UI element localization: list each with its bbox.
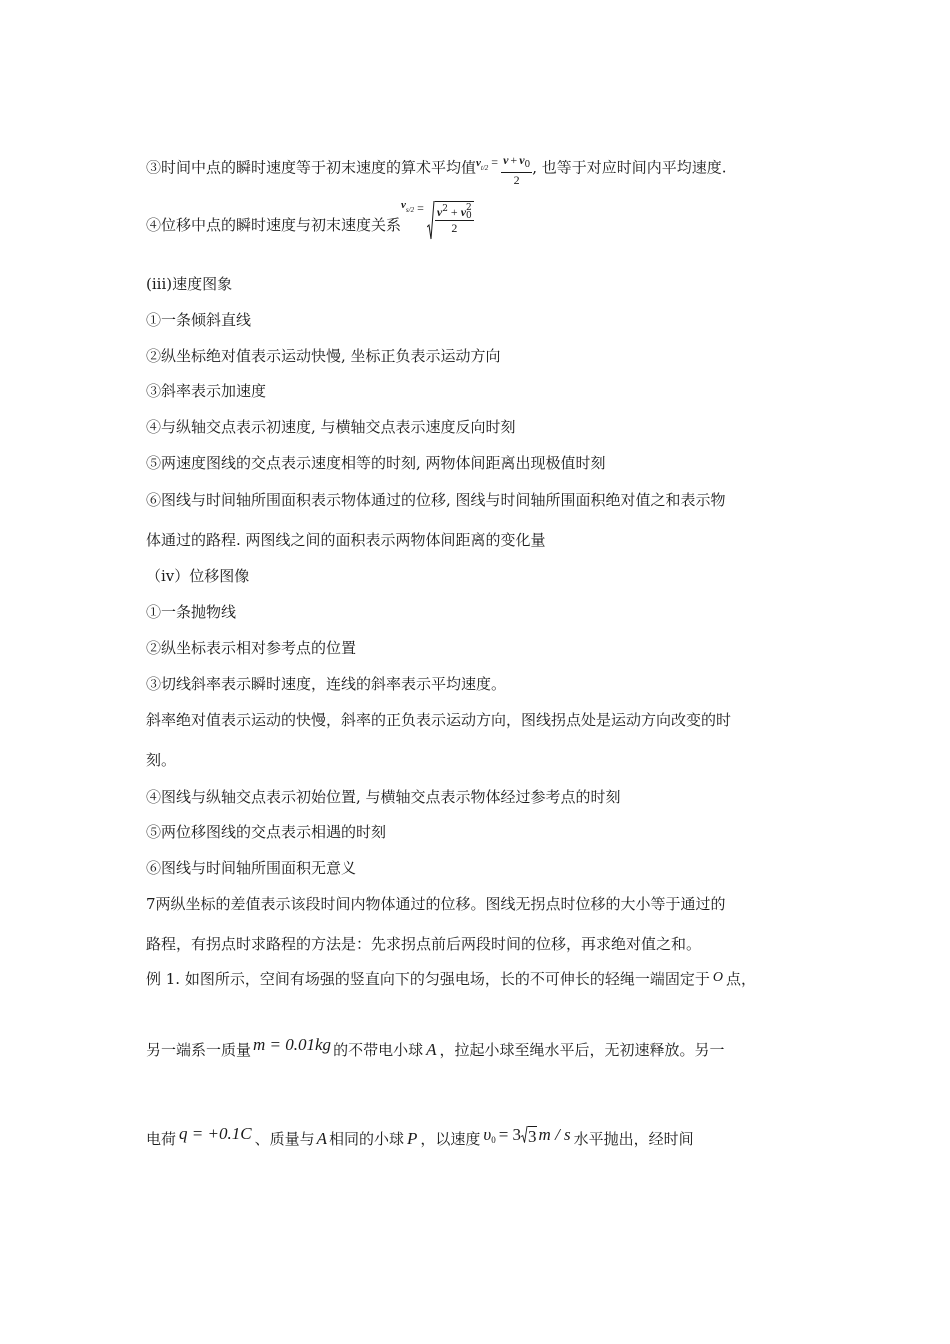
formula-mid-time-velocity: $^{vt/2}$ = $\frac{v + v_0}{2}$ bbox=[476, 153, 531, 187]
sqrt-symbol: $v^2 + v$ 2 0 2 bbox=[427, 201, 474, 235]
text-line-7: ④与纵轴交点表示初速度, 与横轴交点表示速度反向时刻 bbox=[146, 418, 516, 436]
formula-mid-displacement-velocity: $^{vs/2}$ = $v^2 + v$ 2 0 2 bbox=[401, 197, 474, 235]
radical-icon-2 bbox=[521, 1126, 528, 1144]
text-line-14: ③切线斜率表示瞬时速度，连线的斜率表示平均速度。 bbox=[146, 675, 507, 693]
text-line-12: ①一条抛物线 bbox=[146, 603, 237, 621]
text-line-4: ①一条倾斜直线 bbox=[146, 311, 252, 329]
text-line-21: 路程，有拐点时求路程的方法是：先求拐点前后两段时间的位移，再求绝对值之和。 bbox=[146, 935, 702, 953]
ball-a-symbol: A bbox=[426, 1040, 437, 1059]
text-line-13: ②纵坐标表示相对参考点的位置 bbox=[146, 639, 357, 657]
text-line-19: ⑥图线与时间轴所围面积无意义 bbox=[146, 859, 357, 877]
text-line-8: ⑤两速度图线的交点表示速度相等的时刻, 两物体间距离出现极值时刻 bbox=[146, 454, 606, 472]
charge-formula: q = +0.1C bbox=[179, 1124, 252, 1143]
line-2-text: ④位移中点的瞬时速度与初末速度关系 bbox=[146, 216, 402, 234]
radical-icon bbox=[427, 201, 435, 241]
text-line-18: ⑤两位移图线的交点表示相遇的时刻 bbox=[146, 823, 387, 841]
line-1-text: ③时间中点的瞬时速度等于初末速度的算术平均值 bbox=[146, 158, 477, 177]
line-1-tail: , 也等于对应时间内平均速度. bbox=[532, 158, 727, 177]
text-line-10: 体通过的路程. 两图线之间的面积表示两物体间距离的变化量 bbox=[146, 531, 546, 549]
text-line-5: ②纵坐标绝对值表示运动快慢, 坐标正负表示运动方向 bbox=[146, 347, 501, 365]
text-line-20: 7两纵坐标的差值表示该段时间内物体通过的位移。图线无拐点时位移的大小等于通过的 bbox=[146, 895, 726, 913]
ball-p-symbol: P bbox=[406, 1129, 418, 1148]
example-1-line-2: 另一端系一质量 m = 0.01kg 的不带电小球 A ，拉起小球至绳水平后，无初速释放。另一 bbox=[146, 1035, 725, 1059]
section-heading-displacement-graph: （iv）位移图像 bbox=[146, 567, 250, 585]
mass-formula: m = 0.01kg bbox=[253, 1035, 332, 1054]
text-line-15: 斜率绝对值表示运动的快慢，斜率的正负表示运动方向，图线拐点处是运动方向改变的时 bbox=[146, 711, 732, 729]
example-1-line-3: 电荷 q = +0.1C 、质量与 A 相同的小球 P ，以速度 $\upsilon_0 = 3$ 3 m / s 水平抛出，经时间 bbox=[146, 1124, 694, 1148]
ball-a-symbol-2: A bbox=[316, 1129, 327, 1148]
text-line-9: ⑥图线与时间轴所围面积表示物体通过的位移, 图线与时间轴所围面积绝对值之和表示物 bbox=[146, 491, 726, 509]
section-heading-velocity-graph: (iii)速度图象 bbox=[146, 275, 233, 293]
text-line-6: ③斜率表示加速度 bbox=[146, 382, 267, 400]
text-line-1 bbox=[146, 150, 727, 187]
velocity-formula: $\upsilon_0 = 3$ 3 m / s bbox=[483, 1125, 571, 1146]
text-line-16: 刻。 bbox=[146, 751, 177, 769]
text-line-2 bbox=[146, 190, 474, 240]
example-1-line-1: 例 1. 如图所示，空间有场强的竖直向下的匀强电场，长的不可伸长的轻绳一端固定于 O 点， bbox=[146, 970, 756, 988]
text-line-17: ④图线与纵轴交点表示初始位置, 与横轴交点表示物体经过参考点的时刻 bbox=[146, 788, 621, 806]
point-o-symbol: O bbox=[712, 970, 723, 985]
